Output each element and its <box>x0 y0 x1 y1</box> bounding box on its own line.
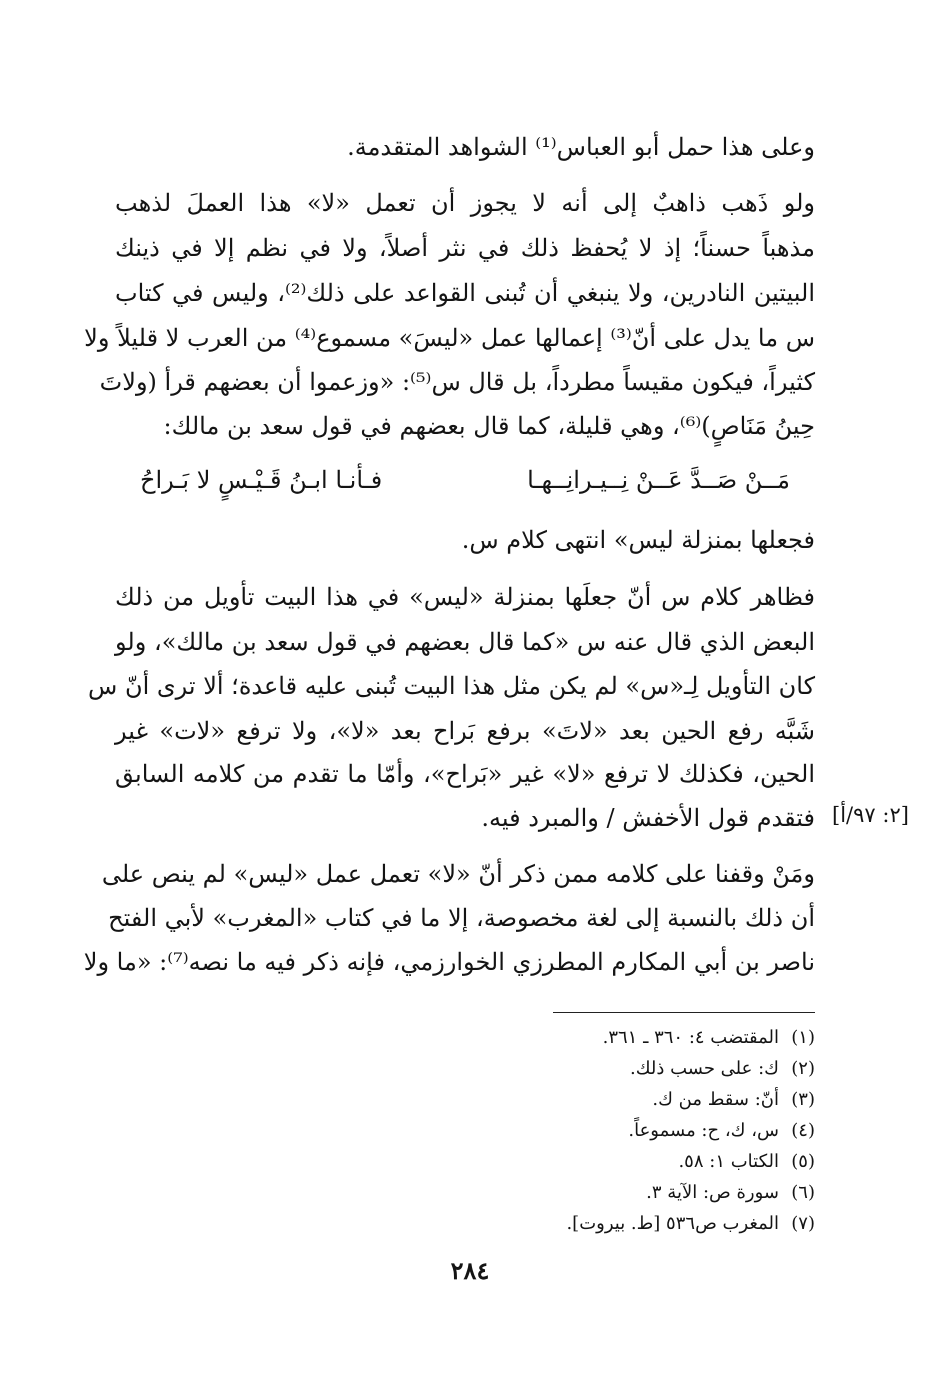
footnote-number: (٧) <box>791 1213 815 1234</box>
footnote-number: (١) <box>791 1027 815 1048</box>
text-line: س ما يدل على أنّ⁽³⁾ إعمالها عمل «ليسَ» مسموع⁽⁴⁾ من العرب لا قليلاً ولا <box>84 324 815 352</box>
footnote-number: (٤) <box>791 1120 815 1141</box>
verse-second-hemistich: فـأنـا ابـنُ قَـيْـسٍ لا بَـراحُ <box>140 466 383 494</box>
text-line: حِينُ مَنَاصٍ)⁽⁶⁾، وهي قليلة، كما قال بعضهم في قول سعد بن مالك: <box>163 412 815 440</box>
footnote-number: (٢) <box>791 1058 815 1079</box>
footnote <box>315 1053 815 1084</box>
text-line: كان التأويل لِـ«س» لم يكن مثل هذا البيت تُبنى عليه قاعدة؛ ألا ترى أنّ س <box>88 672 815 700</box>
text-line: وعلى هذا حمل أبو العباس⁽¹⁾ الشواهد المتقدمة. <box>347 133 815 161</box>
text-line: ناصر بن أبي المكارم المطرزي الخوارزمي، فإنه ذكر فيه ما نصه⁽⁷⁾: «ما ولا <box>83 948 815 976</box>
footnote <box>315 1022 815 1053</box>
footnote <box>315 1177 815 1208</box>
text-line: البعض الذي قال عنه س «كما قال بعضهم في قول سعد بن مالك»، ولو <box>115 628 815 656</box>
text-line: ولو ذَهب ذاهبٌ إلى أنه لا يجوز أن تعمل «لا» هذا العملَ لذهب <box>115 189 815 217</box>
footnote <box>315 1208 815 1239</box>
footnote-number: (٥) <box>791 1151 815 1172</box>
text-line: كثيراً، فيكون مقيساً مطرداً، بل قال س⁽⁵⁾: «وزعموا أن بعضهم قرأ (ولاتَ <box>99 368 815 396</box>
footnote <box>315 1084 815 1115</box>
footnote-text: س، ك، ح: مسموعاً. <box>628 1120 779 1141</box>
text-line: شَبَّه رفع الحين بعد «لاتَ» برفع بَراح بعد «لا»، ولا ترفع «لات» غير <box>115 717 815 745</box>
footnote-separator <box>553 1012 815 1013</box>
footnotes <box>315 1022 815 1239</box>
text-line: فجعلها بمنزلة ليس» انتهى كلام س. <box>461 526 815 554</box>
footnote-text: ك: على حسب ذلك. <box>629 1058 779 1079</box>
footnote-text: الكتاب ١: ٥٨. <box>678 1151 779 1172</box>
footnote-text: سورة ص: الآية ٣. <box>646 1182 779 1203</box>
poetry-verse <box>140 458 790 502</box>
text-line: ومَنْ وقفنا على كلامه ممن ذكر أنّ «لا» تعمل عمل «ليس» لم ينص على <box>101 860 815 888</box>
footnote <box>315 1146 815 1177</box>
text-line: فتقدم قول الأخفش / والمبرد فيه. <box>481 804 815 832</box>
text-line: فظاهر كلام س أنّ جعلَها بمنزلة «ليس» في هذا البيت تأويل من ذلك <box>115 583 815 611</box>
text-line: مذهباً حسناً؛ إذ لا يُحفظ ذلك في نثر أصلاً، ولا في نظم إلا في ذينك <box>115 234 815 262</box>
footnote-text: أنّ: سقط من ك. <box>652 1089 779 1110</box>
verse-first-hemistich: مَــنْ صَــدَّ عَــنْ نِــيـرانِــهـا <box>527 466 790 494</box>
footnote-text: المغرب ص٥٣٦ [ط. بيروت]. <box>566 1213 779 1234</box>
page-number: ٢٨٤ <box>450 1256 490 1285</box>
text-line: أن ذلك بالنسبة إلى لغة مخصوصة، إلا ما في كتاب «المغرب» لأبي الفتح <box>108 904 815 932</box>
footnote <box>315 1115 815 1146</box>
text-line: البيتين النادرين، ولا ينبغي أن تُبنى القواعد على ذلك⁽²⁾، وليس في كتاب <box>115 279 815 307</box>
footnote-text: المقتضب ٤: ٣٦٠ ـ ٣٦١. <box>602 1027 779 1048</box>
text-line: الحين، فكذلك لا ترفع «لا» غير «بَراح»، وأمّا ما تقدم من كلامه السابق <box>115 760 815 788</box>
footnote-number: (٣) <box>791 1089 815 1110</box>
footnote-number: (٦) <box>791 1182 815 1203</box>
manuscript-folio-reference: [٢: ٩٧/أ] <box>832 803 909 827</box>
